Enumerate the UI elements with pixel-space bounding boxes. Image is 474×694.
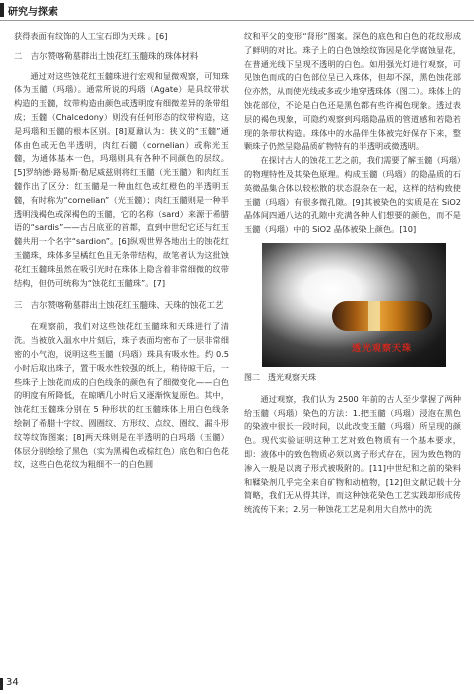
footer-accent-bar bbox=[0, 678, 3, 690]
section-heading: 二 吉尔赞喀勒墓群出土蚀花红玉髓珠的珠体材料 bbox=[14, 50, 199, 61]
page-header bbox=[0, 0, 474, 22]
section-title: 研究与探索 bbox=[8, 7, 58, 18]
photo-watermark: 透光观察天珠 bbox=[352, 343, 413, 354]
header-divider bbox=[0, 20, 474, 21]
right-column bbox=[244, 30, 461, 517]
paragraph: 通过观察，我们认为 2500 年前的古人至少掌握了两种给玉髓（玛瑙）染色的方法：1.把玉髓（玛瑙）浸泡在黑色的染液中很长一段时间，以此改变玉髓（玛瑙）所呈现的颜色。现代实验证明这种工艺对致色物质有一个基本要求，即：液体中的致色物质必须以离子形式存在，因为致色物的渗入一般是以离子形式被吸附的。[11]中世纪和之前的染料和鞣染剂几乎完全来自矿物和动植物，[12]但文献记载十分简略，我们无从得其详，而这种蚀花染色工艺实践却形成传统流传下来；2.另一种蚀花工艺是利用大自然中的洗 bbox=[244, 393, 461, 515]
bead-photo bbox=[262, 243, 446, 367]
page-number: 34 bbox=[6, 677, 19, 688]
paragraph: 在探讨古人的蚀花工艺之前，我们需要了解玉髓（玛瑙）的物理特性及其染色原理。构成玉髓（玛瑙）的隐晶质的石英微晶集合体以较松散的状态混杂在一起，这样的结构致使玉髓（玛瑙）有很多微孔隙。[9]其被染色的实质是在 SiO2 晶体间四通八达的孔隙中充满各种人们想要的颜色，而不是玉髓（玛瑙）中的 SiO2 晶体被染上颜色。[10] bbox=[244, 155, 461, 235]
figure-caption: 图二 透光观察天珠 bbox=[244, 372, 316, 382]
paragraph: 通过对这些蚀花红玉髓珠进行宏观和显微观察，可知珠体为玉髓（玛瑙）。通常所说的玛瑙（Agate）是具纹带状构造的玉髓，纹带构造由颜色或透明度有细微差异的条带组成；玉髓（Chalcedony）则没有任何形态的纹带构造，这是玛瑙和玉髓的根本区别。[8]夏鼐认为：狭义的“玉髓”通体由色或无色半透明，肉红石髓（cornelian）或称光玉髓，为通体基本一色，玛瑙则具有各种不同颜色的层纹。[5]罗纳德·路易斯·勒尼威兹则将红玉髓（光玉髓）和肉红玉髓作出了区分：红玉髓是一种血红色或红橙色的半透明玉髓，有时称为“cornelian”（光玉髓）；肉红玉髓则是一种半透明浅褐色或深褐色的玉髓，它的名称（sard）来源于希腊语的“sardis”——古吕底亚的首都，直到中世纪它还与红玉髓共用一个名字“sardion”。[6]纵观世界各地出土的蚀花红玉髓珠，珠体多呈橘红色且无条带结构，故笔者认为这批蚀花红玉髓珠虽然在吸引光时在珠体上隐含着非常细微的纹带结构，但仍可统称为“蚀花红玉髓珠”。[7] bbox=[14, 70, 229, 288]
paragraph: 获得表面有纹饰的人工宝石即为天珠 。[6] bbox=[14, 31, 168, 41]
left-column bbox=[14, 30, 229, 472]
paragraph: 纹和平父的变形“肾形”图案。深色的底色和白色的花纹形成了鲜明的对比。珠子上的白色蚀绘纹饰因是化学腐蚀显花，在普通光线下呈现不透明的白色。如用强光灯进行观察，可见蚀色而成的白色部位呈已入珠体，但却不深，黑色蚀花部位亦然，从而使光线或多或少地穿透珠体（图二）。珠体上的蚀花部位，不论是白色还是黑色都有些许褐色现象。透过表层的褐色现象，可隐约观察到玛瑙隐晶质的管道感和若隐若现的条带状构造。珠体中的水晶伴生体被完好保存下来，整颗珠子仍然呈隐晶质矿物特有的半透明或微透明。 bbox=[244, 31, 461, 152]
header-accent-bar bbox=[0, 3, 4, 17]
section-heading: 三 吉尔赞喀勒墓群出土蚀花红玉髓珠、天珠的蚀花工艺 bbox=[14, 300, 224, 311]
bead-image bbox=[332, 301, 432, 331]
paragraph: 在观察前，我们对这些蚀花红玉髓珠和天珠进行了清洗。当被放入温水中片刻后，珠子表面均密布了一层非常细密的小气泡，说明这些玉髓（玛瑙）珠具有吸水性。约 0.5 小时后取出珠子，置于吸水性较强的纸上，稍待晾干后，一些珠子上蚀花而成的白色线条的颜色有了细微变化——白色的明度有所降低，在晾晒几小时后又逐渐恢复原色。其中，蚀花红玉髓珠分别在 5 种形状的红玉髓珠体上用白色线条绘制了希腊十字纹、圆圈纹、方形纹、点纹、圈纹、漏斗形纹等纹饰图案；[8]两天珠则是在半透明的白玛瑙（玉髓）体层分别绘绘了黑色（实为黑褐色或棕红色）底色和白色花纹，这些白色花纹为粗细不一的白色圆 bbox=[14, 321, 229, 470]
bead-stripe bbox=[368, 301, 380, 331]
